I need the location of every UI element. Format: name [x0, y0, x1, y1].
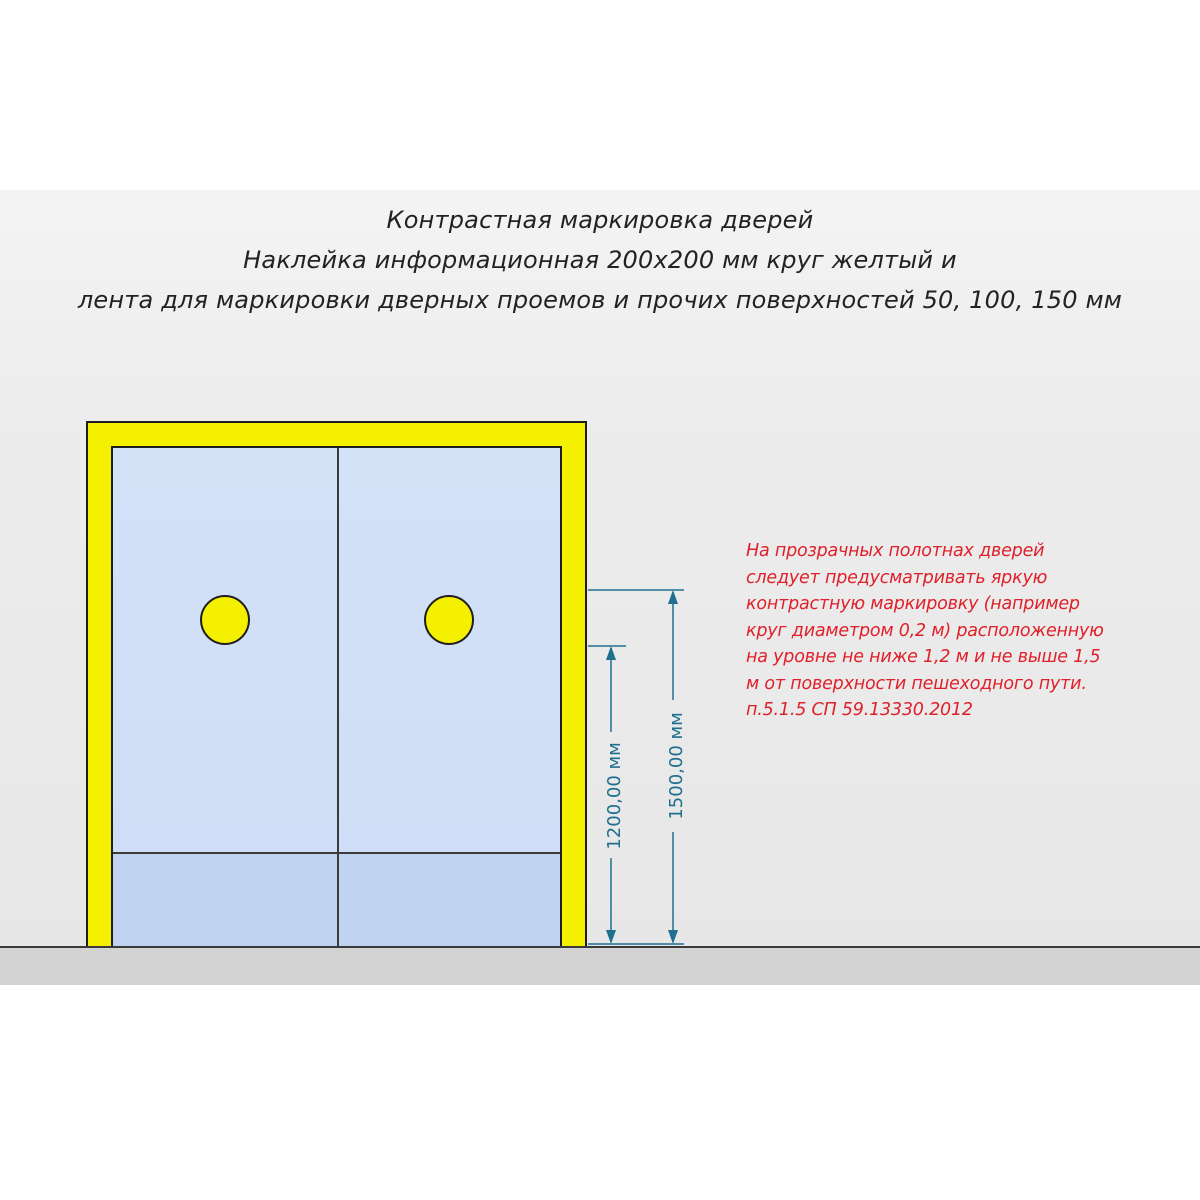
- dimension-label-1500: 1500,00 мм: [666, 712, 687, 820]
- door-leaf-left: [113, 448, 338, 948]
- kick-plate-right: [339, 852, 560, 948]
- dimension-label-1200: 1200,00 мм: [604, 742, 625, 850]
- title-line-2: Наклейка информационная 200х200 мм круг желтый и: [243, 246, 957, 274]
- regulation-note: [746, 538, 1126, 724]
- door-leaf-right: [338, 448, 560, 948]
- door-opening: [111, 446, 562, 948]
- note-line-5: на уровне не ниже 1,2 м и не выше 1,5: [746, 647, 1101, 667]
- title-line-3: лента для маркировки дверных проемов и прочих поверхностей 50, 100, 150 мм: [77, 286, 1123, 314]
- title-block: [60, 200, 1140, 320]
- note-line-6: м от поверхности пешеходного пути.: [746, 673, 1087, 694]
- yellow-circle-marker-left: [200, 595, 250, 645]
- note-line-2: следует предусматривать яркую: [746, 567, 1048, 588]
- title-line-1: Контрастная маркировка дверей: [386, 206, 814, 234]
- yellow-circle-marker-right: [424, 595, 474, 645]
- kick-plate-left: [113, 852, 337, 948]
- note-line-7: п.5.1.5 СП 59.13330.2012: [746, 700, 973, 720]
- floor-line: [0, 946, 1200, 985]
- note-line-1: На прозрачных полотнах дверей: [746, 541, 1045, 561]
- note-line-4: круг диаметром 0,2 м) расположенную: [746, 620, 1104, 641]
- note-line-3: контрастную маркировку (например: [746, 594, 1080, 614]
